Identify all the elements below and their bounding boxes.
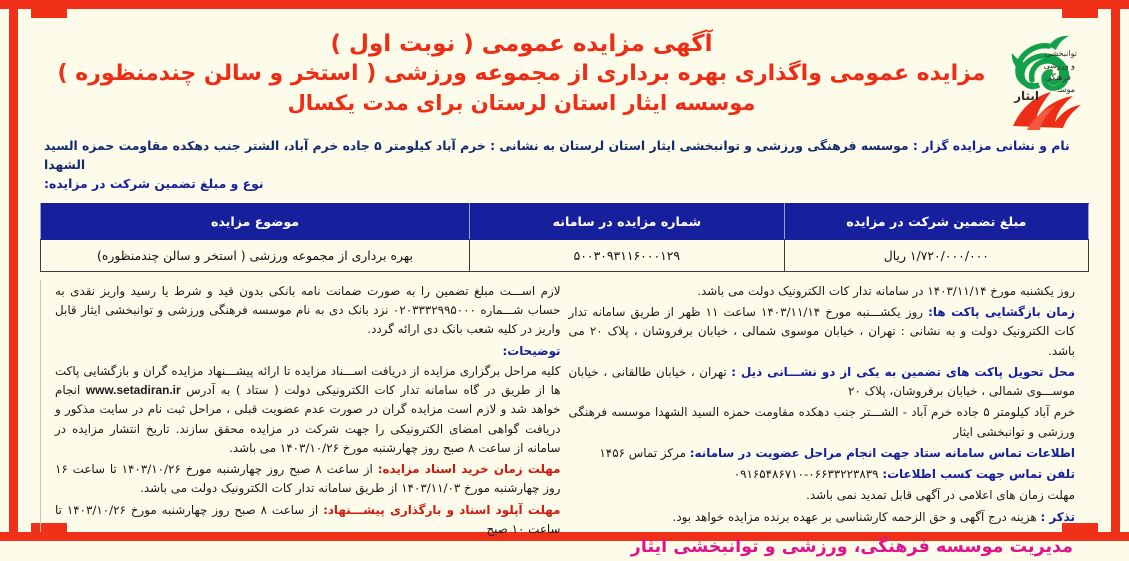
notes-text-part-1: کلیه مراحل برگزاری مزایده از دریافت اســـناد مزایده تا ارائه پیشـــنهاد مزایده گران و بازگشایی پاکت ها از طریق در گاه سامانه تدار کات الکترونیکی دولت ( ستاد ) به آدرس — [55, 363, 561, 398]
notes-paragraph — [55, 362, 561, 458]
delivery-location-label: محل تحویل پاکت های تضمین به یکی از دو نشـــانی ذیل : — [731, 364, 1076, 379]
table-header-deposit-amount: مبلغ تضمین شرکت در مزایده — [784, 203, 1088, 239]
notes-heading: توضیحات: — [502, 343, 561, 358]
svg-text:موسـ: موسـ — [1057, 85, 1075, 94]
frame-edge-top — [0, 0, 1129, 9]
frame-edge-left — [9, 9, 18, 532]
setad-support-paragraph — [569, 444, 1076, 463]
svg-text:و ورزشی: و ورزشی — [1043, 61, 1075, 70]
notes-text-part-2: انجام خواهد شد و لازم است مزایده گران در صورت عدم عضویت قبلی ، مراحل ثبت نام در سایت مذکور و دریافت گواهی امضای الکترونیکی را جهت شرکت در مزایده محقق سازند. تاریخ انتشار مزایده در سامانه از ساعت ۸ صبح روز چهارشنبه مورخ ۱۴۰۳/۱۰/۲۶ می باشد. — [55, 383, 561, 455]
document-purchase-deadline-paragraph — [55, 460, 561, 499]
announcement-title-main: آگهی مزایده عمومی ( نوبت اول ) — [330, 31, 713, 57]
proposal-upload-deadline-value: از ساعت ۸ صبح روز چهارشنبه مورخ ۱۴۰۳/۱۰/۲۶ تا ساعت ۱۰ صبح — [55, 502, 561, 537]
auction-details-table — [40, 203, 1089, 272]
table-header-auction-number: شماره مزایده در سامانه — [470, 203, 785, 239]
packet-opening-label: زمان بازگشایی پاکت ها: — [928, 304, 1076, 319]
reminder-paragraph — [569, 508, 1076, 527]
announcement-sheet — [18, 18, 1111, 558]
setad-support-label: اطلاعات تماس سامانه ستاد جهت انجام مراحل عضویت در سامانه: — [689, 445, 1075, 460]
announcement-title-subtitle-1: مزایده عمومی واگذاری بهره برداری از مجموعه ورزشی ( استخر و سالن چندمنظوره ) — [57, 61, 986, 87]
proposal-upload-deadline-label: مهلت آپلود اسناد و بارگذاری پیشـــنهاد: — [323, 502, 561, 517]
delivery-location-paragraph — [569, 363, 1076, 402]
auctioneer-name-label: نام و نشانی مزایده گزار : — [912, 138, 1070, 153]
svg-text:فرهنگی: فرهنگی — [1045, 73, 1071, 82]
setad-support-value: مرکز تماس ۱۴۵۶ — [599, 445, 687, 460]
document-purchase-deadline-value: از ساعت ۸ صبح روز چهارشنبه مورخ ۱۴۰۳/۱۰/۲۶ تا ساعت ۱۶ روز چهارشنبه مورخ ۱۴۰۳/۱۱/۰۳ از طریق سامانه تدار کات الکترونیک دولت می باشد. — [55, 462, 561, 496]
table-header-row — [41, 203, 1089, 239]
packet-opening-paragraph — [569, 303, 1076, 361]
cell-auction-number: ۵۰۰۳۰۹۳۱۱۶۰۰۰۱۲۹ — [470, 239, 785, 271]
svg-text:ایثار: ایثار — [1014, 89, 1039, 103]
reminder-label: تذکر : — [1040, 509, 1075, 524]
auctioneer-name-address-row — [44, 136, 1085, 174]
body-column-main — [40, 280, 565, 537]
no-extension-note: مهلت زمان های اعلامی در آگهی قابل تمدید نمی باشد. — [806, 488, 1075, 503]
reminder-value: هزینه درج آگهی و حق الزحمه کارشناسی بر عهده برنده مزایده خواهد بود. — [672, 509, 1037, 524]
announcement-title-subtitle-2: موسسه ایثار استان لرستان برای مدت یکسال — [287, 90, 756, 115]
contact-phone-value: ۰۶۶۳۳۲۲۳۸۳۹-۰۹۱۶۵۴۸۶۷۱۰ — [733, 467, 879, 482]
contact-phone-label: تلفن تماس جهت کسب اطلاعات: — [882, 467, 1075, 482]
issuer-signature: مدیریت موسسه فرهنگی، ورزشی و توانبخشی ایثار — [630, 537, 1073, 558]
table-row — [41, 239, 1089, 271]
announcement-body — [40, 280, 1089, 558]
delivery-location-address-2: خرم آباد کیلومتر ۵ جاده خرم آباد - الشـــتر جنب دهکده مقاومت حمزه السید الشهدا موسسه فرهنگی ورزشی و توانبخشی ایثار — [568, 405, 1075, 439]
body-column-continuation — [565, 280, 1090, 558]
frame-edge-right — [1111, 9, 1120, 532]
packet-opening-value: روز یکشـــنبه مورخ ۱۴۰۳/۱۱/۱۴ ساعت ۱۱ ظهر از طریق سامانه تدار کات الکترونیک دولت و به نشانی : تهران ، خیابان موسوی شمالی ، خیابان برفروشان ، پلاک ۲۰ می باشد. — [568, 304, 1075, 358]
isar-institute-logo-icon — [1005, 22, 1105, 134]
deposit-type-label: نوع و مبلغ تضمین شرکت در مزایده: — [44, 176, 264, 192]
contact-phone-paragraph — [569, 465, 1076, 484]
document-purchase-deadline-label: مهلت زمان خرید اسناد مزایده: — [377, 462, 561, 477]
auctioneer-address-block — [18, 134, 1111, 194]
cell-deposit-amount: ۱/۷۲۰/۰۰۰/۰۰۰ ریال — [784, 239, 1088, 271]
deposit-instructions-paragraph: لازم اســـت مبلغ تضمین را به صورت ضمانت نامه بانکی بدون قید و شرط یا رسید واریز نقدی به حساب شـــماره ۰۲۰۳۳۳۲۹۹۵۰۰۰ نزد بانک دی به نام موسسه فرهنگی ورزشی و توانبخشی ایثار قابل واریز در کلیه شعب بانک دی ارائه گردد. — [55, 283, 561, 337]
svg-text:توانبخشی: توانبخشی — [1044, 49, 1077, 58]
announcement-header — [18, 18, 1111, 134]
auctioneer-name-value: موسسه فرهنگی ورزشی و توانبخشی ایثار استان لرستان به نشانی : خرم آباد کیلومتر ۵ جاده خرم آباد، الشتر جنب دهکده مقاومت حمزه السید الشهدا — [44, 138, 909, 173]
setad-website-link[interactable]: www.setadiran.ir — [85, 383, 181, 398]
delivery-location-address-1: تهران ، خیابان طالقانی ، خیابان موســـوی شمالی ، خیابان برفروشان، پلاک ۲۰ — [568, 364, 1075, 399]
cell-auction-subject: بهره برداری از مجموعه ورزشی ( استخر و سالن چندمنظوره) — [41, 239, 470, 271]
table-header-auction-subject: موضوع مزایده — [41, 203, 470, 239]
opening-continued-line: روز یکشنبه مورخ ۱۴۰۳/۱۱/۱۴ در سامانه تدار کات الکترونیک دولت می باشد. — [697, 283, 1075, 298]
proposal-upload-deadline-paragraph — [55, 501, 561, 540]
